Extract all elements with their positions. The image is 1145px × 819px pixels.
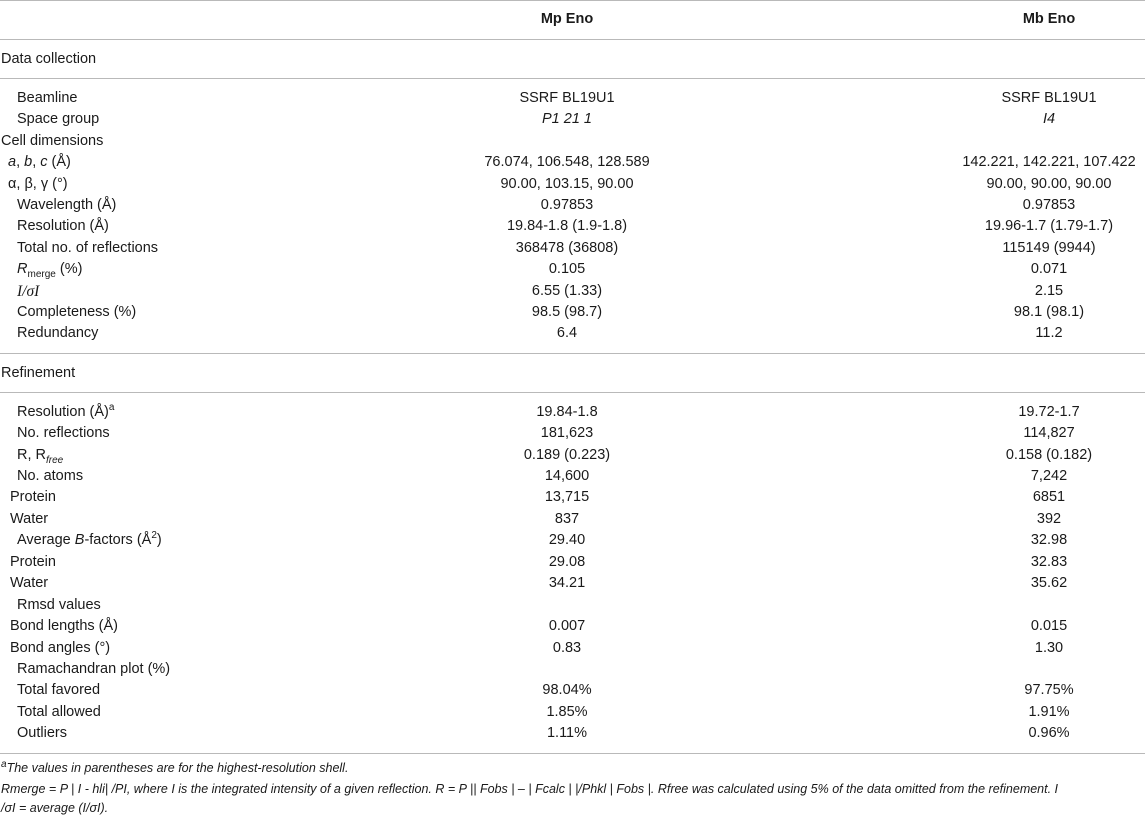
row-value-mp: 76.074, 106.548, 128.589 [484, 154, 650, 170]
row-label: R, $R_{free}$ [17, 447, 64, 466]
row-value-mb: 6851 [1032, 489, 1066, 505]
row-value-mb: 98.1 (98.1) [1013, 304, 1085, 320]
section-rule [0, 78, 1145, 79]
row-value-mb: 0.96% [1028, 725, 1070, 741]
row-label: Cell dimensions [1, 133, 104, 149]
row-value-mp: 90.00, 103.15, 90.00 [500, 176, 634, 192]
row-label: Total allowed [17, 704, 101, 720]
row-label: Bond angles (°) [10, 640, 111, 656]
row-value-mp: 13,715 [544, 489, 590, 505]
row-value-mb: SSRF BL19U1 [1001, 90, 1097, 106]
row-value-mp: 0.105 [548, 261, 586, 277]
row-value-mb: 97.75% [1024, 682, 1074, 698]
row-label: Average B-factors $(Å^2)$ [17, 530, 162, 548]
footnote-3: /σI = average (I/σI). [1, 801, 109, 815]
row-value-mp: 6.55 (1.33) [531, 283, 603, 299]
row-value-mp: 19.84-1.8 (1.9-1.8) [506, 218, 628, 234]
row-value-mb: 0.071 [1030, 261, 1068, 277]
row-value-mb: 19.72-1.7 [1018, 404, 1080, 420]
row-label: Total no. of reflections [17, 240, 159, 256]
row-value-mb: 90.00, 90.00, 90.00 [986, 176, 1112, 192]
row-label: Resolution (Å)$^a$ [17, 402, 115, 420]
row-label: $R_{merge}$ (%) [17, 261, 83, 280]
row-value-mp: 29.08 [548, 554, 586, 570]
row-label: a, b, c (Å) [8, 154, 71, 170]
row-value-mp: 6.4 [556, 325, 578, 341]
bottom-rule [0, 753, 1145, 754]
top-rule [0, 0, 1145, 1]
row-value-mb: 32.98 [1030, 532, 1068, 548]
row-label: Protein [10, 554, 56, 570]
row-value-mb: 11.2 [1035, 325, 1063, 341]
row-value-mp: 181,623 [540, 425, 594, 441]
row-value-mb: 392 [1036, 511, 1062, 527]
row-label: Beamline [17, 90, 78, 106]
row-value-mp: 368478 (36808) [515, 240, 619, 256]
row-value-mp: 98.04% [542, 682, 592, 698]
row-value-mb: 1.30 [1034, 640, 1064, 656]
row-label: Completeness (%) [17, 304, 137, 320]
row-label: α, β, γ (°) [8, 176, 68, 192]
row-label: Space group [17, 111, 100, 127]
row-value-mp: 98.5 (98.7) [531, 304, 603, 320]
row-value-mp: SSRF BL19U1 [519, 90, 615, 106]
row-label: Water [10, 575, 49, 591]
row-value-mp: 34.21 [548, 575, 586, 591]
row-label: Wavelength (Å) [17, 197, 117, 213]
row-value-mb: 115149 (9944) [1002, 240, 1096, 256]
row-value-mp: 0.97853 [540, 197, 594, 213]
row-value-mb: 1.91% [1028, 704, 1070, 720]
row-value-mp: P1 21 1 [542, 111, 592, 127]
row-label: Bond lengths (Å) [10, 618, 119, 634]
section-refinement: Refinement [1, 365, 76, 381]
row-value-mp: 29.40 [548, 532, 586, 548]
header-mp-eno: Mp Eno [540, 11, 594, 27]
section-data-collection: Data collection [1, 51, 97, 67]
header-mb-eno: Mb Eno [1022, 11, 1076, 27]
section-rule [0, 392, 1145, 393]
row-value-mp: 0.83 [552, 640, 582, 656]
row-label: Water [10, 511, 49, 527]
row-value-mp: 14,600 [544, 468, 590, 484]
row-value-mb: 0.97853 [1022, 197, 1076, 213]
section-rule [0, 353, 1145, 354]
row-value-mp: 1.11% [546, 725, 588, 741]
header-rule [0, 39, 1145, 40]
row-label: Resolution (Å) [17, 218, 109, 234]
row-value-mb: I4 [1042, 111, 1056, 127]
row-value-mp: 0.189 (0.223) [523, 447, 611, 463]
row-value-mb: 114,827 [1023, 425, 1075, 441]
row-label: No. atoms [17, 468, 84, 484]
footnote-2: Rmerge = P | I - hli| /PI, where I is the integrated intensity of a given reflection. R = P || Fobs | – | Fcalc | |/Phkl | Fobs |. Rfree was calculated using 5% of the data omitted from the refinement. I [1, 782, 1059, 796]
row-value-mb: 2.15 [1034, 283, 1064, 299]
row-label: Outliers [17, 725, 67, 741]
row-value-mp: 1.85% [546, 704, 588, 720]
row-value-mb: 19.96-1.7 (1.79-1.7) [984, 218, 1114, 234]
row-value-mp: 0.007 [548, 618, 586, 634]
row-label: Ramachandran plot (%) [17, 661, 171, 677]
row-label: Total favored [17, 682, 101, 698]
row-value-mb: 32.83 [1030, 554, 1068, 570]
row-value-mb: 142.221, 142.221, 107.422 [962, 154, 1136, 170]
row-value-mp: 19.84-1.8 [536, 404, 598, 420]
footnote-1: $^a$The values in parentheses are for the highest-resolution shell. [1, 758, 349, 775]
row-value-mp: 837 [554, 511, 580, 527]
row-label: Redundancy [17, 325, 99, 341]
row-value-mb: 7,242 [1030, 468, 1068, 484]
row-label: Rmsd values [17, 597, 101, 613]
row-label: No. reflections [17, 425, 110, 441]
row-label: I/σI [17, 283, 40, 300]
row-value-mb: 0.015 [1030, 618, 1068, 634]
row-value-mb: 0.158 (0.182) [1005, 447, 1093, 463]
row-value-mb: 35.62 [1030, 575, 1068, 591]
row-label: Protein [10, 489, 56, 505]
